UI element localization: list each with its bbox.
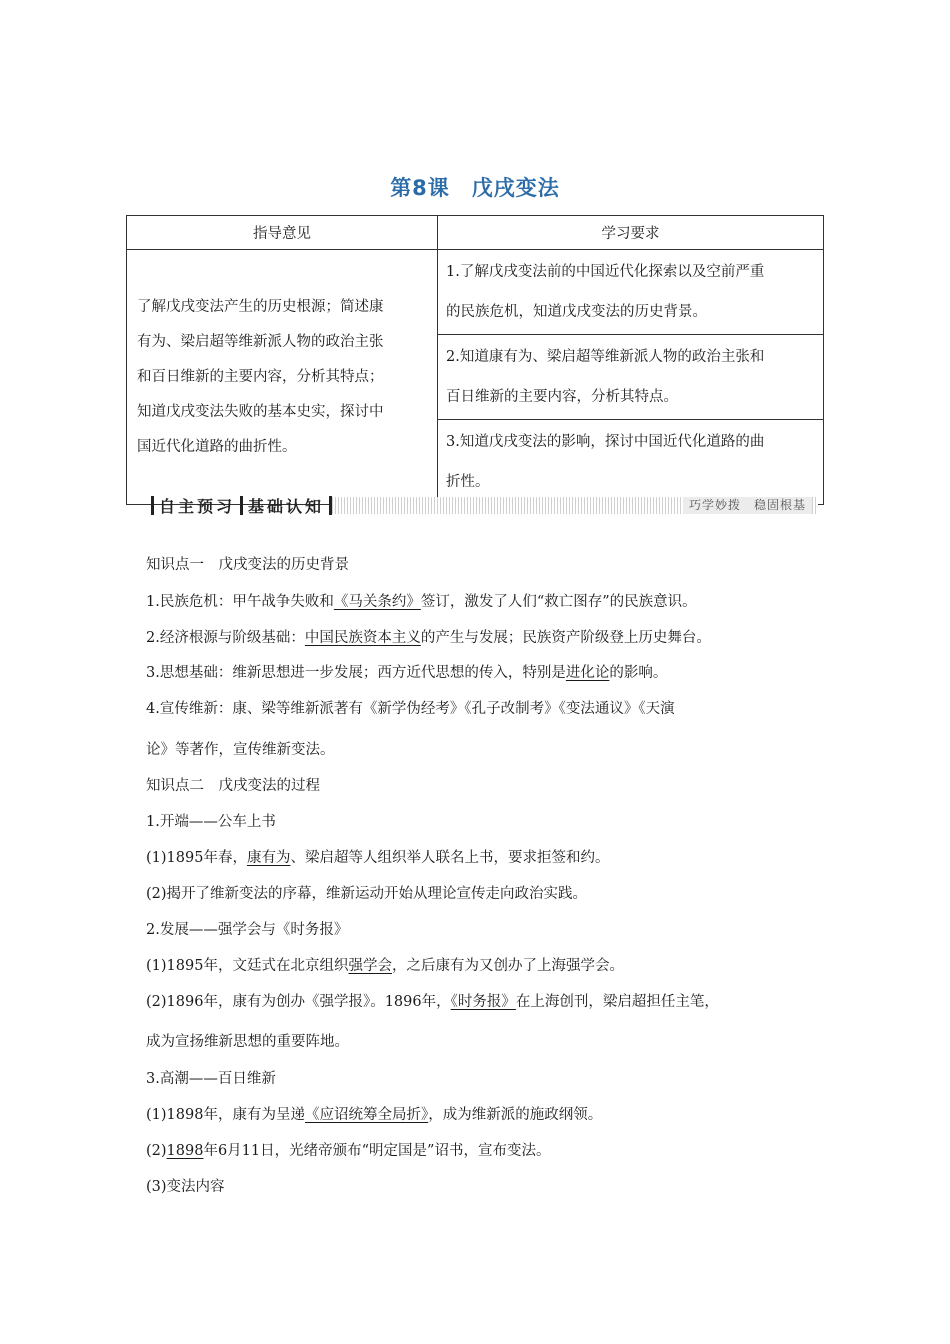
text: (2) [146, 1143, 167, 1159]
underlined-term: 进化论 [565, 665, 610, 681]
paragraph [146, 590, 697, 611]
underlined-term: 1898 [166, 1143, 204, 1159]
underlined-term: 强学会 [348, 958, 392, 974]
header-requirements: 学习要求 [438, 216, 824, 250]
requirement-line: 折性。 [446, 474, 490, 490]
text: 年6月11日，光绪帝颁布“明定国是”诏书，宣布变法。 [203, 1143, 551, 1159]
requirement-line: 的民族危机，知道戊戌变法的历史背景。 [446, 304, 707, 320]
text: (1)1895年春， [146, 850, 247, 866]
paragraph: 论》等著作，宣传维新变法。 [146, 742, 335, 758]
header-guidance: 指导意见 [127, 216, 438, 250]
text: 的影响。 [609, 665, 668, 681]
text: 1.民族危机：甲午战争失败和 [146, 594, 334, 610]
underlined-term: 中国民族资本主义 [304, 630, 421, 646]
text: 在上海创刊，梁启超担任主笔， [515, 994, 719, 1010]
guidance-line: 了解戊戌变法产生的历史根源；简述康 [137, 298, 384, 315]
paragraph: (3)变法内容 [146, 1179, 225, 1195]
paragraph: (2)揭开了维新变法的序幕，维新运动开始从理论宣传走向政治实践。 [146, 886, 588, 902]
paragraph [146, 846, 609, 867]
subheading: 1.开端——公车上书 [146, 814, 276, 830]
text: 2.经济根源与阶级基础： [146, 630, 305, 646]
guidance-table [126, 215, 824, 505]
paragraph [146, 1103, 602, 1124]
requirement-1 [438, 250, 824, 335]
paragraph [146, 1139, 550, 1160]
paragraph [146, 626, 711, 647]
text: 签订，激发了人们“救亡图存”的民族意识。 [420, 594, 697, 610]
guidance-line: 国近代化道路的曲折性。 [137, 438, 297, 455]
requirement-line: 1.了解戊戌变法前的中国近代化探索以及空前严重 [446, 264, 765, 280]
subheading: 3.高潮——百日维新 [146, 1071, 276, 1087]
guidance-line: 和百日维新的主要内容，分析其特点； [137, 368, 384, 385]
banner-heading [146, 492, 337, 519]
text: (2)1896年，康有为创办《强学报》。1896年， [146, 994, 451, 1010]
text: 的产生与发展；民族资产阶级登上历史舞台。 [420, 630, 711, 646]
text: ，之后康有为又创办了上海强学会。 [391, 958, 624, 974]
paragraph: 成为宣扬维新思想的重要阵地。 [146, 1034, 349, 1050]
guidance-line: 知道戊戌变法失败的基本史实，探讨中 [137, 403, 384, 420]
requirement-2 [438, 335, 824, 420]
requirement-line: 百日维新的主要内容，分析其特点。 [446, 389, 678, 405]
underlined-term: 《时务报》 [450, 994, 516, 1010]
banner-tagline: 巧学妙拨 稳固根基 [683, 497, 812, 514]
lesson-title: 第8课 戊戌变法 [390, 176, 560, 200]
text: 3.思想基础：维新思想进一步发展；西方近代思想的传入，特别是 [146, 665, 566, 681]
text: (1)1898年，康有为呈递 [146, 1107, 305, 1123]
underlined-term: 《应诏统筹全局折》 [304, 1107, 429, 1123]
requirement-line: 3.知道戊戌变法的影响，探讨中国近代化道路的曲 [446, 434, 765, 450]
paragraph [146, 954, 624, 975]
underlined-term: 康有为 [246, 850, 291, 866]
text: (1)1895年，文廷式在北京组织 [146, 958, 349, 974]
text: ，成为维新派的施政纲领。 [428, 1107, 603, 1123]
paragraph: 4.宣传维新：康、梁等维新派著有《新学伪经考》《孔子改制考》《变法通议》《天演 [146, 701, 675, 717]
banner-heading-a: 自主预习 [159, 497, 236, 516]
guidance-cell [127, 250, 438, 505]
paragraph [146, 661, 667, 682]
divider-bar [240, 496, 243, 515]
banner-heading-b: 基础认知 [248, 497, 325, 516]
knowledge-heading-1: 知识点一 戊戌变法的历史背景 [146, 557, 349, 573]
section-banner [146, 492, 818, 519]
text: 、梁启超等人组织举人联名上书，要求拒签和约。 [290, 850, 610, 866]
guidance-line: 有为、梁启超等维新派人物的政治主张 [137, 333, 384, 350]
knowledge-heading-2: 知识点二 戊戌变法的过程 [146, 778, 320, 794]
subheading: 2.发展——强学会与《时务报》 [146, 922, 349, 938]
underlined-term: 《马关条约》 [333, 594, 421, 610]
divider-bar [151, 496, 154, 515]
paragraph [146, 990, 719, 1011]
requirement-line: 2.知道康有为、梁启超等维新派人物的政治主张和 [446, 349, 765, 365]
